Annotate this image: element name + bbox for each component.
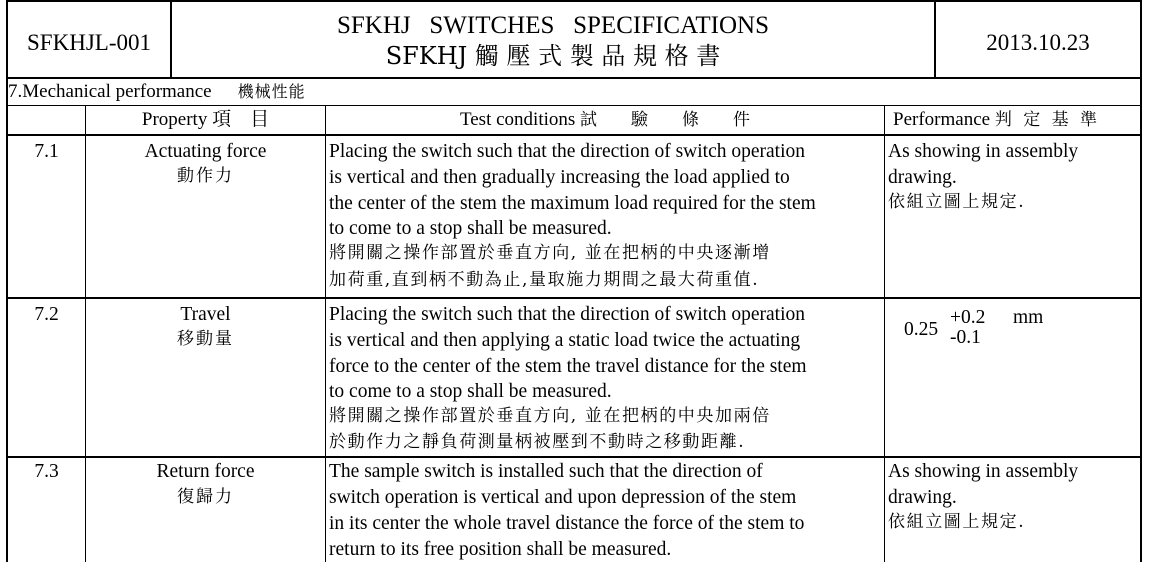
section-title-zh: 機械性能 bbox=[237, 82, 306, 101]
condition-line: Placing the switch such that the direction of switch operation bbox=[329, 141, 806, 162]
row-rule-2 bbox=[6, 456, 1142, 458]
doc-title-en: SFKHJ SWITCHES SPECIFICATIONS bbox=[336, 12, 770, 39]
row-number: 7.3 bbox=[34, 461, 59, 482]
condition-line: is vertical and then applying a static load twice the actuating bbox=[329, 330, 801, 351]
condition-line: the center of the stem the maximum load required for the stem bbox=[329, 193, 816, 214]
performance-line: drawing. bbox=[888, 487, 957, 508]
tolerance-unit: mm bbox=[1013, 307, 1044, 328]
column-divider-2 bbox=[325, 105, 326, 562]
tolerance-minus: -0.1 bbox=[950, 327, 981, 348]
doc-code: SFKHJL-001 bbox=[27, 30, 151, 55]
condition-line: is vertical and then gradually increasing the load applied to bbox=[329, 167, 790, 188]
property-name-en: Actuating force bbox=[144, 141, 267, 162]
condition-line: to come to a stop shall be measured. bbox=[329, 381, 612, 402]
property-name-zh: 復歸力 bbox=[177, 487, 234, 507]
column-header-property: Property 項 目 bbox=[141, 109, 270, 130]
doc-title-zh: SFKHJ 觸 壓 式 製 品 規 格 書 bbox=[385, 42, 721, 70]
performance-line: As showing in assembly bbox=[888, 141, 1079, 162]
condition-line: in its center the whole travel distance the force of the stem to bbox=[329, 513, 805, 534]
condition-line-zh: 加荷重,直到柄不動為止,量取施力期間之最大荷重值. bbox=[329, 270, 760, 290]
property-name-zh: 移動量 bbox=[177, 329, 234, 349]
tolerance-plus: +0.2 bbox=[950, 307, 986, 328]
performance-line-zh: 依組立圖上規定. bbox=[888, 192, 1026, 212]
section-title bbox=[8, 82, 306, 101]
condition-line: to come to a stop shall be measured. bbox=[329, 218, 612, 239]
column-header-test-conditions-en: Test conditions bbox=[459, 109, 576, 130]
condition-line: return to its free position shall be measured. bbox=[329, 539, 672, 560]
property-name-zh: 動作力 bbox=[177, 166, 234, 186]
condition-line: force to the center of the stem the travel distance for the stem bbox=[329, 356, 807, 377]
column-header-test-conditions bbox=[326, 110, 884, 129]
condition-line-zh: 將開關之操作部置於垂直方向, 並在把柄的中央逐漸增 bbox=[329, 243, 771, 263]
header-top-rule bbox=[6, 0, 1142, 2]
condition-line-zh: 將開關之操作部置於垂直方向, 並在把柄的中央加兩倍 bbox=[329, 406, 771, 426]
section-title-en: 7.Mechanical performance bbox=[8, 81, 212, 102]
column-header-performance-en: Performance bbox=[893, 109, 991, 130]
row-number: 7.2 bbox=[34, 304, 59, 325]
doc-date: 2013.10.23 bbox=[986, 30, 1090, 55]
performance-line: drawing. bbox=[888, 167, 957, 188]
condition-line: Placing the switch such that the direction of switch operation bbox=[329, 304, 806, 325]
condition-line-zh: 於動作力之靜負荷測量柄被壓到不動時之移動距離. bbox=[329, 432, 746, 452]
column-header-performance bbox=[893, 110, 1100, 129]
column-header-rule bbox=[6, 134, 1142, 136]
row-rule-1 bbox=[6, 297, 1142, 299]
border-right bbox=[1140, 0, 1142, 562]
property-name-en: Travel bbox=[180, 304, 231, 325]
property-name-en: Return force bbox=[156, 461, 255, 482]
performance-line: As showing in assembly bbox=[888, 461, 1079, 482]
condition-line: The sample switch is installed such that the direction of bbox=[329, 461, 763, 482]
condition-line: switch operation is vertical and upon depression of the stem bbox=[329, 487, 797, 508]
column-header-test-conditions-zh: 試 驗 條 件 bbox=[580, 110, 751, 130]
header-bottom-rule bbox=[6, 77, 1142, 79]
column-header-performance-zh: 判 定 基 準 bbox=[994, 110, 1101, 130]
performance-line-zh: 依組立圖上規定. bbox=[888, 512, 1026, 532]
row-number: 7.1 bbox=[34, 141, 59, 162]
column-divider-3 bbox=[884, 105, 885, 562]
section-rule bbox=[6, 105, 1142, 106]
tolerance-nominal: 0.25 bbox=[904, 319, 939, 340]
